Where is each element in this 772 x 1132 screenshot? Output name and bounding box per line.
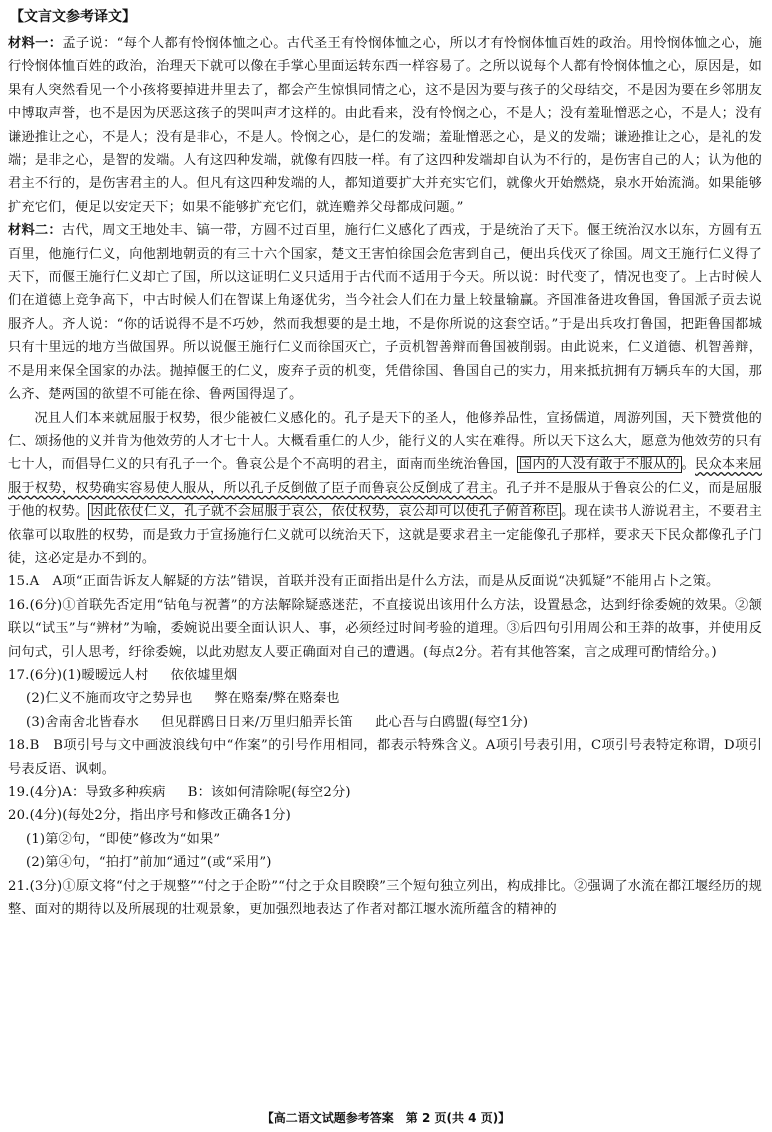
text-segment: 。孔子并不是服从于鲁哀公的仁义，而是屈服于他的权势。 [8,480,762,520]
answer-17-line-2 [8,687,762,710]
answer-17-1b: 依依墟里烟 [170,667,238,683]
text-segment: 。现在读书人游说君主，不要君主依靠可以取胜的权势，而是致力于宣扬施行仁义就可以统治天下，这就是要求君主一定能像孔子那样，要求天下民众都像孔子门徒，这必定是办不到的。 [8,504,762,566]
page-footer: 【高二语文试题参考答案 第 2 页(共 4 页)】 [261,1111,511,1125]
answer-17-line-1 [8,664,762,687]
material-one-text: 孟子说：“每个人都有怜悯体恤之心。古代圣王有怜悯体恤之心，所以才有怜悯体恤百姓的政治。用怜悯体恤之心，施行怜悯体恤百姓的政治，治理天下就可以像在手掌心里面运转东西一样容易了。之所以说每个人都有怜悯体恤之心，原因是，如果有人突然看见一个小孩将要掉进井里去了，都会产生惊惧同情之心，这不是因为要与孩子的父母结交，不是因为要在乡邻朋友中博取声誉，也不是因为厌恶这孩子的哭叫声才这样的。由此看来，没有怜悯之心，不是人；没有羞耻憎恶之心，不是人；没有谦逊推让之心，不是人；没有是非心，不是人。怜悯之心，是仁的发端；羞耻憎恶之心，是义的发端；谦逊推让之心，是礼的发端；是非之心，是智的发端。人有这四种发端，就像有四肢一样。有了这四种发端却自认为不行的，是伤害自己的人；认为他的君主不行的，是伤害君主的人。但凡有这四种发端的人，都知道要扩大并充实它们，就像火开始燃烧，泉水开始流淌。如果能够扩充它们，便足以安定天下；如果不能够扩充它们，就连赡养父母都成问题。” [8,36,762,215]
answer-17-2a: (2)仁义不施而攻守之势异也 [26,691,193,707]
boxed-sentence-2: 因此依仗仁义，孔子就不会屈服于哀公，依仗权势，哀公却可以使孔子俯首称臣 [90,504,560,520]
material-one [8,32,762,219]
answer-20-1: (1)第②句，“即使”修改为“如果” [26,831,221,847]
answer-16: 16.(6分)①首联先否定用“钻龟与祝蓍”的方法解除疑惑迷茫，不直接说出该用什么方法，设置悬念，达到纡徐委婉的效果。②颔联以“试玉”与“辨材”为喻，委婉说出要全面认识人、事，必须经过时间考验的道理。③后四句引用周公和王莽的故事，并使用反问句式，引人思考，纡徐委婉，以此劝慰友人要正确面对自己的遭遇。(每点2分。若有其他答案，言之成理可酌情给分。) [8,597,762,660]
answer-21: 21.(3分)①原文将“付之于规整”“付之于企盼”“付之于众目睽睽”三个短句独立列出，构成排比。②强调了水流在都江堰经历的规整、面对的期待以及所展现的壮观景象，更加强烈地表达了作者对都江堰水流所蕴含的精神的 [8,878,762,918]
answer-20: 20.(4分)(每处2分，指出序号和修改正确各1分) [8,808,291,824]
wavy-underlined-sentence: 民众本来屈服于权势，权势确实容易使人服从，所以孔子反倒做了臣子而鲁哀公反倒成了君主 [8,457,763,496]
answer-18: 18.B B项引号与文中画波浪线句中“作案”的引号作用相同，都表示特殊含义。A项引号表引用，C项引号表特定称谓，D项引号表反语、讽刺。 [8,738,762,777]
answer-17-3c: 此心吾与白鸥盟(每空1分) [375,714,529,730]
answer-20-2: (2)第④句，“拍打”前加“通过”(或“采用”) [26,855,272,871]
material-two-paragraph-2 [8,407,762,571]
text-segment: 。 [681,457,696,473]
material-two-label: 材料二： [8,223,62,239]
answer-17-line-3 [8,711,762,734]
material-one-label: 材料一： [8,36,63,51]
boxed-sentence-1: 国内的人没有敢于不服从的 [518,457,680,473]
answer-17-2b: 弊在赂秦/弊在赂秦也 [214,691,340,707]
answer-19 [8,781,762,804]
answer-19b: B：该如何清除呢(每空2分) [187,785,351,800]
section-heading: 【文言文参考译文】 [10,9,136,25]
answer-19a: 19.(4分)A：导致多种疾病 [8,785,166,800]
text-segment: 况且人们本来就屈服于权势，很少能被仁义感化的。孔子是天下的圣人，他修养品性，宣扬儒道，周游列国，天下赞赏他的仁、颂扬他的义并肯为他效劳的人才七十人。大概看重仁的人少，能行义的人实在难得。所以天下这么大，愿意为他效劳的只有七十人，而倡导仁义的只有孔子一个。鲁哀公是个不高明的君主，面南而坐统治鲁国， [8,410,762,473]
material-two-text: 古代，周文王地处丰、镐一带，方圆不过百里，施行仁义感化了西戎，于是统治了天下。偃王统治汉水以东，方圆有五百里，他施行仁义，向他割地朝贡的有三十六个国家，楚文王害怕徐国会危害到自己，便出兵伐灭了徐国。周文王施行仁义得了天下，而偃王施行仁义却亡了国，所以这证明仁义只适用于古代而不适用于今天。所以说：时代变了，情况也变了。上古时候人们在道德上竞争高下，中古时候人们在智谋上角逐优劣，当今社会人们在力量上较量输赢。齐国准备进攻鲁国，鲁国派子贡去说服齐人。齐人说：“你的话说得不是不巧妙，然而我想要的是土地，不是你所说的这套空话。”于是出兵攻打鲁国，把距鲁国都城只有十里远的地方当做国界。所以说偃王施行仁义而徐国灭亡，子贡机智善辩而鲁国被削弱。由此说来，仁义道德、机智善辩，不是用来保全国家的办法。抛掉偃王的仁义，废弃子贡的机变，凭借徐国、鲁国自己的实力，用来抵抗拥有万辆兵车的大国，那么齐、楚两国的欲望不可能在徐、鲁两国得逞了。 [8,223,762,403]
answer-17-3b: 但见群鸥日日来/万里归船弄长笛 [161,714,354,730]
material-two [8,219,762,406]
answer-17-1a: 17.(6分)(1)暧暧远人村 [8,667,149,683]
answer-15: 15.A A项“正面告诉友人解疑的方法”错误，首联并没有正面指出是什么方法，而是从反面说“决狐疑”不能用占卜之策。 [8,574,720,590]
answer-17-3a: (3)舍南舍北皆春水 [26,714,139,730]
